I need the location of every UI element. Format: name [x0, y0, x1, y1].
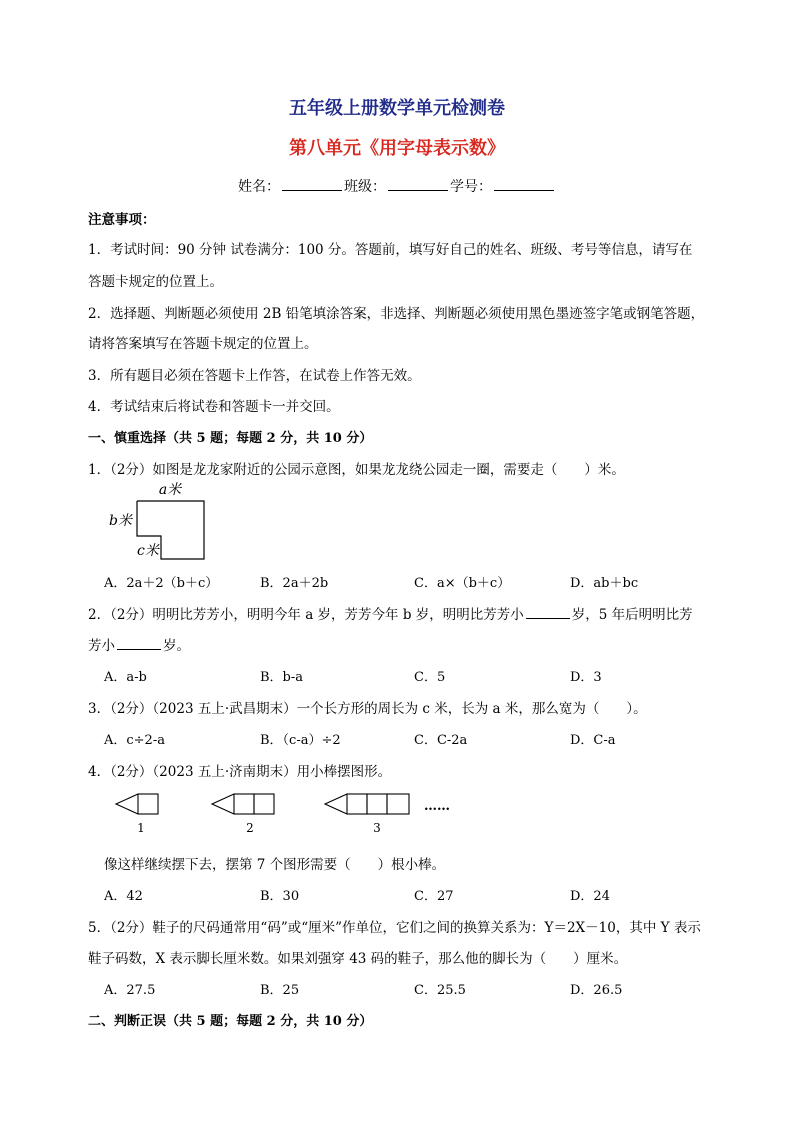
note-1-line-2: 答题卡规定的位置上。 [88, 274, 223, 290]
question-4-text-2: 像这样继续摆下去，摆第 7 个图形需要（ ）根小棒。 [104, 857, 446, 873]
number-label: 学号： [450, 179, 492, 195]
question-3-text: 3．（2分）（2023 五上·武昌期末）一个长方形的周长为 c 米，长为 a 米，那么宽为（ ）。 [88, 701, 647, 717]
pattern-label-2: 2 [246, 821, 254, 835]
q5-option-c[interactable]: C．25.5 [414, 983, 466, 998]
pattern-ellipsis: …… [424, 799, 450, 814]
pattern-label-3: 3 [373, 821, 381, 835]
q4-option-d[interactable]: D．24 [570, 889, 610, 904]
q2-text-d: 岁。 [163, 638, 190, 654]
q5-option-a[interactable]: A．27.5 [104, 983, 156, 998]
note-4: 4．考试结束后将试卷和答题卡一并交回。 [88, 399, 340, 415]
section-1-heading: 一、慎重选择（共 5 题；每题 2 分，共 10 分） [88, 431, 373, 446]
name-blank[interactable] [282, 176, 342, 191]
park-diagram [104, 478, 214, 564]
question-4-text: 4．（2分）（2023 五上·济南期末）用小棒摆图形。 [88, 764, 392, 780]
label-b-meters: b米 [109, 513, 132, 529]
q1-option-b[interactable]: B．2a＋2b [260, 576, 329, 591]
pattern-figure-1 [116, 794, 158, 814]
notes-heading: 注意事项： [88, 212, 156, 228]
note-3: 3．所有题目必须在答题卡上作答，在试卷上作答无效。 [88, 368, 421, 384]
class-label: 班级： [344, 179, 386, 195]
q2-text-a: 2．（2分）明明比芳芳小，明明今年 a 岁，芳芳今年 b 岁，明明比芳芳小 [88, 607, 524, 623]
label-c-meters: c米 [137, 543, 159, 559]
q4-option-b[interactable]: B．30 [260, 889, 300, 904]
number-blank[interactable] [494, 176, 554, 191]
label-a-meters: a米 [158, 482, 182, 498]
pattern-label-1: 1 [137, 821, 145, 835]
q2-option-c[interactable]: C．5 [414, 670, 446, 685]
q2-text-b: 岁，5 年后明明比芳 [571, 607, 693, 623]
paper-subtitle: 第八单元《用字母表示数》 [289, 138, 505, 159]
q3-option-b[interactable]: B．（c-a）÷2 [260, 733, 341, 748]
q2-option-b[interactable]: B．b-a [260, 670, 304, 685]
question-5-line-2: 鞋子码数，X 表示脚长厘米数。如果刘强穿 43 码的鞋子，那么他的脚长为（ ）厘米。 [88, 951, 628, 967]
q5-option-d[interactable]: D．26.5 [570, 983, 623, 998]
name-label: 姓名： [238, 179, 280, 195]
q1-option-d[interactable]: D．ab＋bc [570, 576, 639, 591]
q4-option-c[interactable]: C．27 [414, 889, 454, 904]
q3-option-d[interactable]: D．C-a [570, 733, 616, 748]
q4-option-a[interactable]: A．42 [104, 889, 143, 904]
q5-option-b[interactable]: B．25 [260, 983, 300, 998]
q2-option-a[interactable]: A．a-b [104, 670, 147, 685]
question-5-line-1: 5．（2分）鞋子的尺码通常用“码”或“厘米”作单位，它们之间的换算关系为：Y＝2X－10，其中 Y 表示 [88, 920, 701, 936]
q2-blank-1[interactable] [526, 606, 570, 619]
q3-option-c[interactable]: C．C-2a [414, 733, 468, 748]
question-1-text: 1．（2分）如图是龙龙家附近的公园示意图，如果龙龙绕公园走一圈，需要走（ ）米。 [88, 462, 625, 478]
q1-option-a[interactable]: A．2a＋2（b＋c） [104, 576, 219, 591]
paper-title: 五年级上册数学单元检测卷 [289, 98, 505, 119]
section-2-heading: 二、判断正误（共 5 题；每题 2 分，共 10 分） [88, 1014, 373, 1029]
question-2-line-1 [88, 603, 693, 623]
q3-option-a[interactable]: A．c÷2-a [104, 733, 165, 748]
q2-option-d[interactable]: D．3 [570, 670, 602, 685]
note-2-line-2: 请将答案填写在答题卡规定的位置上。 [88, 336, 318, 352]
student-info [0, 176, 794, 196]
question-2-line-2 [88, 634, 190, 654]
class-blank[interactable] [388, 176, 448, 191]
stick-pattern-figure [104, 788, 474, 838]
note-1-line-1: 1．考试时间：90 分钟 试卷满分：100 分。答题前，填写好自己的姓名、班级、考号等信息，请写在 [88, 242, 693, 258]
q1-option-c[interactable]: C．a×（b＋c） [414, 576, 511, 591]
q2-text-c: 芳小 [88, 638, 115, 654]
q2-blank-2[interactable] [117, 637, 161, 650]
pattern-figure-3 [325, 794, 409, 814]
pattern-figure-2 [212, 794, 274, 814]
note-2-line-1: 2．选择题、判断题必须使用 2B 铅笔填涂答案，非选择、判断题必须使用黑色墨迹签字笔或钢笔答题， [88, 306, 705, 322]
